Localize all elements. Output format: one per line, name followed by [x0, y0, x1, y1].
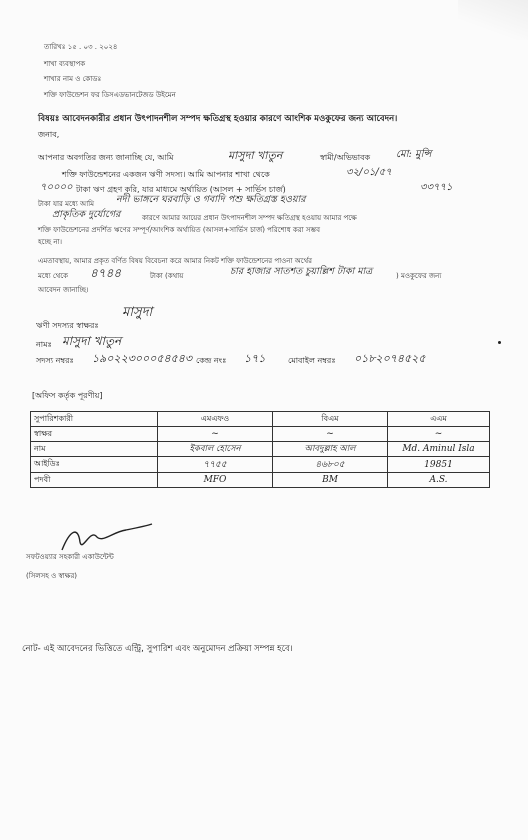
- branch-line: শাখার নাম ও কোডঃ: [44, 75, 102, 83]
- handwritten-applicant-name: মাসুদা খাতুন: [228, 149, 283, 162]
- applicant-signature: মাসুদা: [122, 305, 153, 320]
- date-line: তারিখঃ ১৫ . ০৩ . ২০২৪: [44, 43, 118, 51]
- footer-note: নোট- এই আবেদনের ভিত্তিতে এন্ট্রি, সুপারিশ এবং অনুমোদন প্রক্রিয়া সম্পন্ন হবে।: [22, 644, 293, 654]
- body-line-7: হচ্ছে না।: [38, 238, 63, 246]
- request-line-3: ) মওকুফের জন্য: [396, 272, 442, 280]
- name-label: নামঃ: [36, 340, 52, 349]
- table-cell: A.S.: [388, 473, 490, 488]
- handwritten-reason-2: প্রাকৃতিক দুর্যোগের: [52, 209, 121, 220]
- member-no-label: সদস্য নম্বরঃ: [36, 356, 74, 365]
- handwritten-branch-code: ৩২/০১/৫৭: [346, 167, 392, 178]
- table-row: [31, 457, 490, 473]
- table-header-cell: সুপারিশকারী: [31, 412, 158, 427]
- subject-line: বিষয়ঃ আবেদনকারীর প্রধান উৎপাদনশীল সম্পদ ক্ষতিগ্রস্থ হওয়ার কারণে আংশিক মওকুফের জন্য আবেদন।: [38, 114, 398, 124]
- mobile-label: মোবাইল নম্বরঃ: [288, 356, 336, 365]
- table-header-cell: এমএফও: [158, 412, 273, 427]
- body-line-6: শক্তি ফাউন্ডেশনের প্রদর্শিত ঋণের সম্পূর্ণ/আংশিক অর্থায়িত (আসল+সার্ভিস চার্জ) পরিশোধ করা সম্ভব: [38, 226, 320, 234]
- handwritten-reason: নদী ভাঙ্গনে ঘরবাড়ি ও গবাদি পশু ক্ষতিগ্রস্ত হওয়ার: [116, 194, 306, 205]
- body-line-3: টাকা ঋণ গ্রহণ করি, যার মাধ্যমে অর্থায়িত (আসল + সার্ভিস চার্জ): [76, 185, 286, 194]
- body-line-2: শক্তি ফাউন্ডেশনের একজন ঋণী সদস্য। আমি আপনার শাখা থেকে: [62, 170, 270, 179]
- row-label: পদবী: [31, 473, 158, 488]
- signature-cell-bm: ~: [273, 427, 388, 442]
- recipient-line: শাখা ব্যবস্থাপক: [44, 60, 86, 68]
- handwritten-amount-words: চার হাজার সাতশত চুয়াল্লিশ টাকা মাত্র: [230, 266, 373, 277]
- handwritten-guardian: মো: মুন্সি: [396, 149, 432, 160]
- accountant-subtitle: (সিলসহ ও স্বাক্ষর): [26, 572, 78, 580]
- table-cell: Md. Aminul Isla: [388, 442, 490, 457]
- guardian-label: স্বামী/অভিভাবক: [320, 153, 371, 162]
- table-header-row: [31, 412, 490, 427]
- body-line-4: টাকা যার মধ্যে আমি: [38, 200, 95, 208]
- ink-dot: [498, 341, 501, 344]
- request-line-2: মধ্যে থেকে: [38, 272, 68, 280]
- table-row: [31, 473, 490, 488]
- request-line-1: এমতাবস্থায়, আমার প্রকৃত বর্ণিত বিষয় বিবেচনা করে আমার নিকট শক্তি ফাউন্ডেশনের পাওনা অর্থের: [38, 257, 312, 265]
- table-header-cell: এএম: [388, 412, 490, 427]
- handwritten-kendra-no: ১৭১: [244, 352, 266, 365]
- table-cell: ৪৬৮০৫: [273, 457, 388, 473]
- table-cell: 19851: [388, 457, 490, 473]
- row-label: নাম: [31, 442, 158, 457]
- table-cell: ৭৭৫৫: [158, 457, 273, 473]
- member-signature-label: ঋণী সদস্যর স্বাক্ষরঃ: [36, 321, 99, 330]
- signature-cell-am: ~: [388, 427, 490, 442]
- signature-cell-mfo: ~: [158, 427, 273, 442]
- accountant-signature: [56, 522, 156, 556]
- table-cell: ইকবাল হোসেন: [158, 442, 273, 457]
- handwritten-loan-amount: ৭০০০০: [40, 182, 73, 193]
- kendra-label: কেন্দ্র নংঃ: [196, 356, 227, 365]
- body-line-5: কারণে আমার আয়ের প্রধান উৎপাদনশীল সম্পদ ক্ষতিগ্রস্থ হওয়ায় আমার পক্ষে: [142, 214, 357, 222]
- page-shadow: [458, 0, 528, 40]
- table-cell: BM: [273, 473, 388, 488]
- handwritten-name: মাসুদা খাতুন: [62, 334, 122, 348]
- body-line-1: আপনার অবগতির জন্য জানাচ্ছি যে, আমি: [38, 153, 174, 162]
- handwritten-realized-amount: ৩৩৭৭১: [420, 182, 453, 193]
- handwritten-member-no: ১৯০২২৩০০০৫৪৫৪৩: [92, 352, 193, 365]
- table-cell: আবদুল্লাহ আল: [273, 442, 388, 457]
- table-row: [31, 427, 490, 442]
- salutation: জনাব,: [38, 130, 60, 139]
- request-amount-words-label: টাকা (কথায়: [150, 272, 184, 280]
- accountant-title: সফটওয়্যার সহকারী একাউন্টেন্ট: [26, 553, 114, 561]
- row-label: আইডিঃ: [31, 457, 158, 473]
- request-line-4: আবেদন জানাচ্ছি।: [38, 286, 89, 294]
- table-header-cell: বিএম: [273, 412, 388, 427]
- row-label: স্বাক্ষর: [31, 427, 158, 442]
- office-section-title: [অফিস কর্তৃক পূরণীয়]: [32, 391, 103, 400]
- handwritten-mobile-no: ০১৮২০৭৪৫২৫: [354, 352, 426, 365]
- recommendation-table: [30, 411, 490, 488]
- table-cell: MFO: [158, 473, 273, 488]
- handwritten-waiver-amount: ৪৭৪৪: [90, 266, 122, 280]
- table-row: [31, 442, 490, 457]
- organization-line: শক্তি ফাউন্ডেশন ফর ডিসএডভানটেজড উইমেন: [44, 91, 176, 99]
